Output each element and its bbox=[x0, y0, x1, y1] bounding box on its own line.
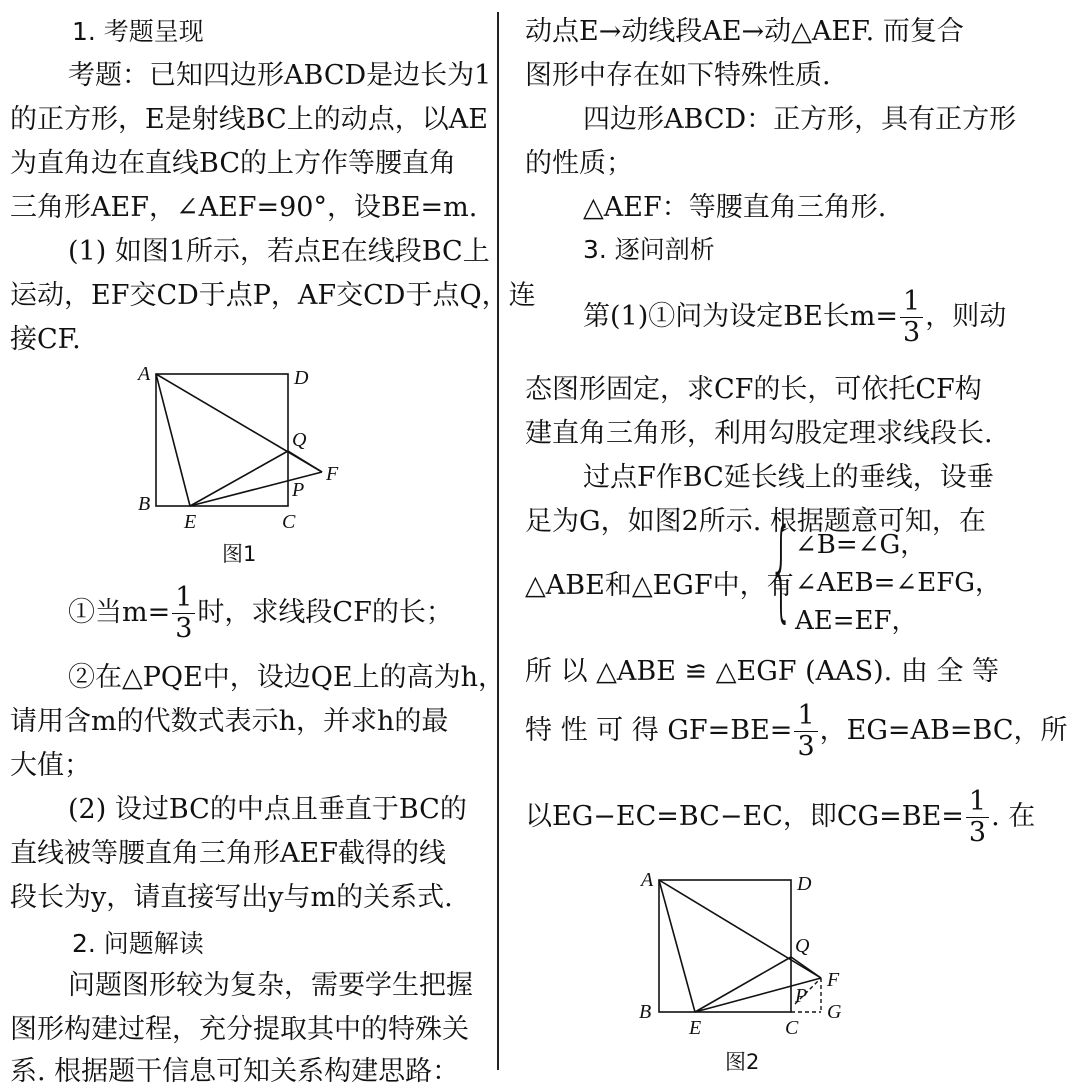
text-line: 直线被等腰直角三角形AEF截得的线 bbox=[10, 838, 446, 869]
text-line-fraction: 第(1)①问为设定BE长m= $\frac{1}{3}$ ，则动 bbox=[583, 286, 1007, 348]
condition-1: ∠B=∠G， bbox=[795, 530, 927, 560]
label-p: P bbox=[795, 985, 808, 1007]
condition-2: ∠AEB=∠EFG， bbox=[795, 568, 1002, 598]
text-line: 建直角三角形，利用勾股定理求线段长. bbox=[525, 418, 993, 449]
label-q: Q bbox=[292, 429, 307, 451]
text-line: (2) 设过BC的中点且垂直于BC的 bbox=[68, 794, 467, 825]
text-line: 图形构建过程，充分提取其中的特殊关 bbox=[10, 1014, 469, 1045]
label-e: E bbox=[689, 1017, 702, 1039]
text-line: △AEF：等腰直角三角形. bbox=[583, 192, 887, 223]
figure-1 bbox=[130, 360, 360, 540]
label-a: A bbox=[138, 363, 151, 385]
label-g: G bbox=[827, 1001, 842, 1023]
label-a: A bbox=[641, 869, 654, 891]
text-line: 三角形AEF，∠AEF=90°，设BE=m. bbox=[10, 192, 478, 223]
fraction: $\frac{1}{3}$ bbox=[966, 787, 989, 848]
label-b: B bbox=[138, 493, 151, 515]
label-f: F bbox=[827, 969, 840, 991]
text-line: △ABE和△EGF中，有 bbox=[525, 570, 794, 601]
label-c: C bbox=[282, 511, 296, 533]
text-line: 的性质； bbox=[525, 148, 633, 179]
section-title-1: 1. 考题呈现 bbox=[72, 17, 204, 46]
column-divider bbox=[497, 12, 499, 1070]
section-title-2: 2. 问题解读 bbox=[72, 929, 204, 958]
text-line: 动点E→动线段AE→动△AEF. 而复合 bbox=[525, 16, 964, 47]
figure-2 bbox=[625, 864, 875, 1044]
brace-symbol: { bbox=[769, 505, 794, 633]
text-line: 请用含m的代数式表示h，并求h的最 bbox=[10, 706, 449, 737]
label-f: F bbox=[326, 463, 339, 485]
figure-1-caption: 图1 bbox=[222, 542, 257, 566]
label-q: Q bbox=[795, 935, 810, 957]
section-title-3: 3. 逐问剖析 bbox=[583, 235, 715, 264]
text-line: 问题图形较为复杂，需要学生把握 bbox=[68, 970, 473, 1001]
label-b: B bbox=[639, 1001, 652, 1023]
text-line: 考题：已知四边形ABCD是边长为1 bbox=[68, 60, 492, 91]
q1-post: 时，求线段CF的长； bbox=[197, 597, 453, 628]
text-line: 运动，EF交CD于点P，AF交CD于点Q，连 bbox=[10, 280, 536, 311]
text-line: (1) 如图1所示，若点E在线段BC上 bbox=[68, 236, 490, 267]
text-line: 接CF. bbox=[10, 324, 81, 355]
text-line: ②在△PQE中，设边QE上的高为h， bbox=[68, 662, 506, 693]
condition-block bbox=[795, 526, 1001, 640]
text-line: 四边形ABCD：正方形，具有正方形 bbox=[583, 104, 1017, 135]
label-e: E bbox=[184, 511, 197, 533]
label-d: D bbox=[294, 367, 309, 389]
question-1-line bbox=[68, 582, 453, 644]
text-line-fraction: 以EG−EC=BC−EC，即CG=BE= $\frac{1}{3}$ . 在 bbox=[525, 786, 1036, 848]
q1-pre: ①当m= bbox=[68, 597, 171, 628]
condition-3: AE=EF， bbox=[795, 606, 918, 636]
text-line: 系. 根据题干信息可知关系构建思路： bbox=[10, 1056, 460, 1087]
fraction: $\frac{1}{3}$ bbox=[900, 287, 923, 348]
text-line: 大值； bbox=[10, 750, 91, 781]
text-line: 的正方形，E是射线BC上的动点，以AE bbox=[10, 104, 488, 135]
fraction: $\frac{1}{3}$ bbox=[172, 583, 195, 644]
text-line: 态图形固定，求CF的长，可依托CF构 bbox=[525, 374, 982, 405]
fraction: $\frac{1}{3}$ bbox=[794, 701, 817, 762]
text-line: 图形中存在如下特殊性质. bbox=[525, 60, 831, 91]
text-line: 所 以 △ABE ≌ △EGF (AAS). 由 全 等 bbox=[525, 656, 1000, 687]
text-line: 为直角边在直线BC的上方作等腰直角 bbox=[10, 148, 457, 179]
figure-2-caption: 图2 bbox=[725, 1050, 760, 1074]
label-d: D bbox=[797, 873, 812, 895]
text-line: 足为G，如图2所示. 根据题意可知，在 bbox=[525, 506, 986, 537]
text-line-fraction: 特 性 可 得 GF=BE= $\frac{1}{3}$ ，EG=AB=BC，所 bbox=[525, 700, 1068, 762]
label-p: P bbox=[292, 479, 305, 501]
label-c: C bbox=[785, 1017, 799, 1039]
text-line: 过点F作BC延长线上的垂线，设垂 bbox=[583, 462, 994, 493]
text-line: 段长为y，请直接写出y与m的关系式. bbox=[10, 882, 453, 913]
